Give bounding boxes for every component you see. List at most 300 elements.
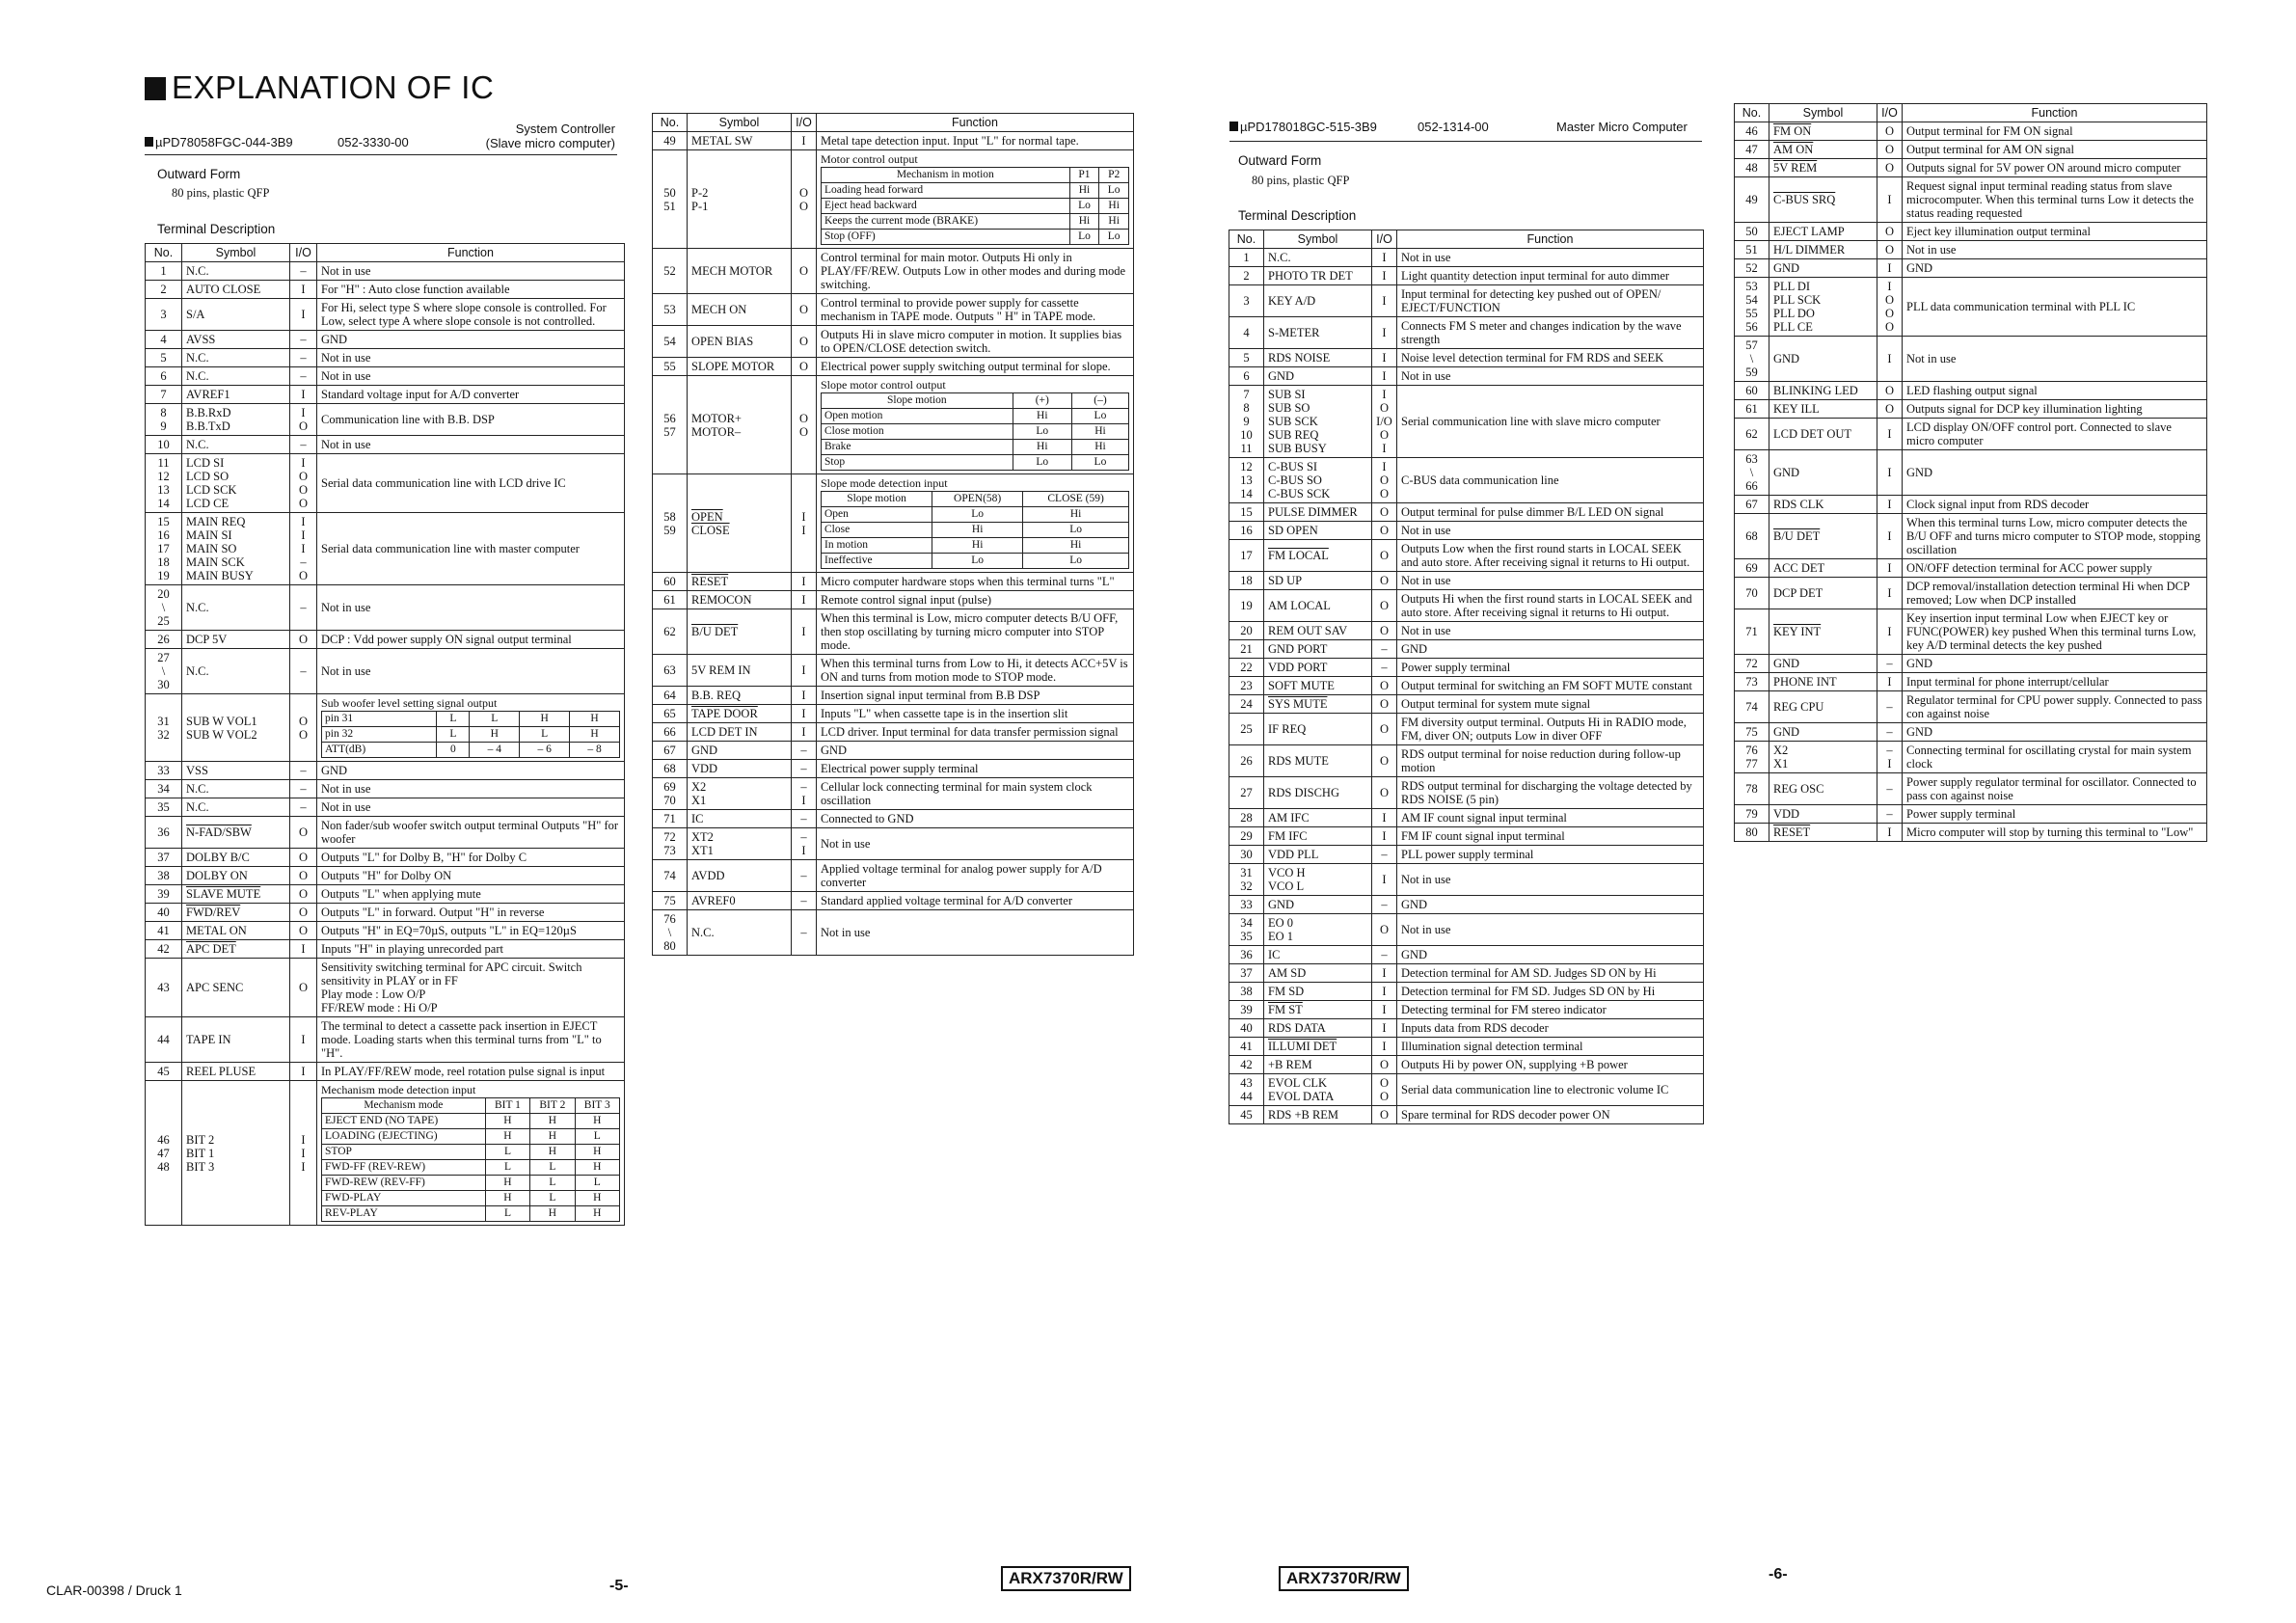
motor-subtable	[821, 167, 1129, 245]
pin-number: 72 73	[653, 828, 688, 860]
pin-io: – I	[792, 828, 817, 860]
pin-function: Not in use	[1397, 522, 1704, 540]
table-row	[1735, 382, 2207, 400]
pin-number: 39	[1229, 1001, 1264, 1019]
pin-symbol: N.C.	[182, 649, 290, 694]
subtable-cell: L	[530, 1191, 575, 1206]
table-row	[653, 742, 1134, 760]
subtable-cell: ATT(dB)	[322, 743, 437, 758]
pin-function: Outputs "L" when applying mute	[317, 885, 625, 904]
subtable-row	[322, 1191, 620, 1206]
table-row	[1229, 540, 1704, 572]
pin-function: Outputs Hi in slave micro computer in motion. It supplies bias to OPEN/CLOSE detection switch.	[817, 326, 1134, 358]
pin-io: –	[1372, 946, 1397, 964]
col-no: No.	[146, 244, 182, 262]
pin-io: –	[1877, 773, 1903, 805]
table-row	[1735, 673, 2207, 691]
pin-function: Serial data communication line with master computer	[317, 513, 625, 585]
pin-number: 61	[653, 591, 688, 609]
pin-function: When this terminal is Low, micro computer detects B/U OFF, then stop oscillating by turning micro computer into STOP mode.	[817, 609, 1134, 655]
subtable-cell: pin 31	[322, 712, 437, 727]
pin-number: 68	[653, 760, 688, 778]
pin-symbol: GND	[1264, 896, 1372, 914]
pin-function: Outputs Hi when the first round starts in LOCAL SEEK and auto store. After receiving signal it returns to Hi output.	[1397, 590, 1704, 622]
subtable-cell: Loading head forward	[822, 183, 1070, 199]
table-row	[1229, 809, 1704, 827]
table-row	[653, 326, 1134, 358]
pin-io: I	[1372, 285, 1397, 317]
pin-number: 73	[1735, 673, 1769, 691]
pin-number: 46	[1735, 122, 1769, 141]
table-row	[146, 849, 625, 867]
table-row	[146, 454, 625, 513]
pin-number: 34 35	[1229, 914, 1264, 946]
pin-number: 48	[1735, 159, 1769, 177]
table-row	[653, 249, 1134, 294]
pin-number: 3	[146, 299, 182, 331]
subtable-cell: H	[530, 1114, 575, 1129]
pin-io: O	[1372, 677, 1397, 695]
pin-symbol: 5V REM	[1769, 159, 1877, 177]
table-row	[1229, 622, 1704, 640]
table-row	[146, 631, 625, 649]
table-row	[1229, 827, 1704, 846]
table-row	[1229, 864, 1704, 896]
pin-symbol: AUTO CLOSE	[182, 281, 290, 299]
pin-function: Not in use	[317, 585, 625, 631]
pin-io: O	[1372, 714, 1397, 745]
subtable-cell: Hi	[1071, 440, 1128, 455]
subtable-row	[322, 1145, 620, 1160]
pin-function: Micro computer hardware stops when this terminal turns "L"	[817, 573, 1134, 591]
pin-function: PLL power supply terminal	[1397, 846, 1704, 864]
pin-symbol: RESET	[1769, 824, 1877, 842]
pin-function: Not in use	[1397, 367, 1704, 386]
subtable-head-cell: Mechanism in motion	[822, 168, 1070, 183]
pin-symbol: XT2 XT1	[688, 828, 792, 860]
pin-function: Output terminal for FM ON signal	[1903, 122, 2207, 141]
pin-function: Standard voltage input for A/D converter	[317, 386, 625, 404]
pin-number: 33	[146, 762, 182, 780]
pin-symbol: IF REQ	[1264, 714, 1372, 745]
table-row	[653, 609, 1134, 655]
pin-io: O	[1372, 745, 1397, 777]
subtable-cell: Stop (OFF)	[822, 230, 1070, 245]
table-row	[1735, 578, 2207, 609]
table-row	[1735, 400, 2207, 419]
pin-io: I	[1372, 827, 1397, 846]
pin-function: GND	[1397, 946, 1704, 964]
table-row	[1229, 1106, 1704, 1124]
pin-number: 31 32	[1229, 864, 1264, 896]
subtable-row	[322, 1160, 620, 1176]
subtable-cell: L	[520, 727, 570, 743]
pin-io: I	[1372, 349, 1397, 367]
pin-symbol: FM IFC	[1264, 827, 1372, 846]
pin-symbol: B.B. REQ	[688, 687, 792, 705]
pin-symbol: MAIN REQ MAIN SI MAIN SO MAIN SCK MAIN BUSY	[182, 513, 290, 585]
table-row	[1229, 572, 1704, 590]
pin-number: 18	[1229, 572, 1264, 590]
pin-symbol: GND	[688, 742, 792, 760]
pin-symbol: DOLBY ON	[182, 867, 290, 885]
subtable-cell: Hi	[1069, 183, 1099, 199]
table-row	[146, 349, 625, 367]
pin-function: DCP removal/installation detection terminal Hi when DCP removed; Low when DCP installed	[1903, 578, 2207, 609]
table-row	[1229, 695, 1704, 714]
table-row: 31 32 SUB W VOL1 SUB W VOL2 O O Sub woofer level setting signal output pin 31 L L H H pin 32 L H L H ATT(dB) 0 – 4 – 6 – 8	[146, 694, 625, 762]
right-ic-part: 052-1314-00	[1418, 120, 1489, 134]
table-row	[146, 1063, 625, 1081]
pin-function: Non fader/sub woofer switch output terminal Outputs "H" for woofer	[317, 817, 625, 849]
table-row	[1735, 609, 2207, 655]
subtable-row	[322, 1206, 620, 1222]
table-row	[1735, 559, 2207, 578]
pin-function: Power supply terminal	[1397, 659, 1704, 677]
pin-function: Connects FM S meter and changes indication by the wave strength	[1397, 317, 1704, 349]
pin-io: I O I/O O I	[1372, 386, 1397, 458]
pin-function: Applied voltage terminal for analog power supply for A/D converter	[817, 860, 1134, 892]
pin-function: Not in use	[317, 349, 625, 367]
pin-number: 38	[1229, 983, 1264, 1001]
subtable-head-cell: Slope motion	[822, 393, 1013, 409]
pin-number: 41	[1229, 1038, 1264, 1056]
pin-function: Not in use	[1903, 241, 2207, 259]
pin-symbol: N.C.	[182, 436, 290, 454]
pin-io: O	[1877, 159, 1903, 177]
subtable-header	[322, 1098, 620, 1114]
subtable-cell: Lo	[1013, 424, 1071, 440]
pin-number: 43	[146, 959, 182, 1017]
subtable-cell: – 4	[470, 743, 520, 758]
subtable-cell: H	[530, 1206, 575, 1222]
pin-io: O	[792, 294, 817, 326]
subtable-row	[322, 1129, 620, 1145]
table-row	[1735, 723, 2207, 742]
pin-io: I	[1877, 673, 1903, 691]
pin-function: AM IF count signal input terminal	[1397, 809, 1704, 827]
subtable-cell: L	[470, 712, 520, 727]
pin-number: 7 8 9 10 11	[1229, 386, 1264, 458]
pin-symbol: GND	[1264, 367, 1372, 386]
pin-number: 5	[1229, 349, 1264, 367]
subtable-cell: L	[575, 1129, 619, 1145]
table-row	[1229, 503, 1704, 522]
pin-function: Input terminal for detecting key pushed out of OPEN/ EJECT/FUNCTION	[1397, 285, 1704, 317]
subtable-cell: H	[485, 1129, 529, 1145]
table-row	[1229, 983, 1704, 1001]
pin-symbol: ACC DET	[1769, 559, 1877, 578]
table-row	[146, 885, 625, 904]
subtable-row	[822, 523, 1129, 538]
pin-symbol: IC	[1264, 946, 1372, 964]
pin-symbol: VDD	[1769, 805, 1877, 824]
pin-function: GND	[1903, 450, 2207, 496]
subtable-row	[822, 538, 1129, 554]
pin-symbol: N.C.	[182, 585, 290, 631]
pin-number: 69 70	[653, 778, 688, 810]
table-row	[1229, 367, 1704, 386]
pin-number: 25	[1229, 714, 1264, 745]
left-ic-part: 052-3330-00	[338, 135, 409, 149]
pin-number: 64	[653, 687, 688, 705]
pin-symbol: N.C.	[1264, 249, 1372, 267]
pin-symbol: FM ON	[1769, 122, 1877, 141]
pin-number: 35	[146, 798, 182, 817]
pin-io: I	[1877, 177, 1903, 223]
pin-symbol: C-BUS SRQ	[1769, 177, 1877, 223]
pin-function: In PLAY/FF/REW mode, reel rotation pulse signal is input	[317, 1063, 625, 1081]
pin-symbol: REEL PLUSE	[182, 1063, 290, 1081]
pin-symbol: REG CPU	[1769, 691, 1877, 723]
pin-function: Standard applied voltage terminal for A/D converter	[817, 892, 1134, 910]
pin-io: I	[290, 386, 317, 404]
pin-number: 7	[146, 386, 182, 404]
bullet-icon	[1229, 122, 1238, 131]
pin-function: Inputs "L" when cassette tape is in the insertion slit	[817, 705, 1134, 723]
pin-symbol: RDS NOISE	[1264, 349, 1372, 367]
pin-io: –	[290, 798, 317, 817]
pin-number: 22	[1229, 659, 1264, 677]
subtable-row	[322, 712, 620, 727]
left-ic-role: System Controller (Slave micro computer)	[485, 122, 615, 150]
pin-symbol: RDS MUTE	[1264, 745, 1372, 777]
table-row	[146, 299, 625, 331]
pin-number: 26	[1229, 745, 1264, 777]
pin-symbol: AM IFC	[1264, 809, 1372, 827]
subtable-cell: – 8	[570, 743, 620, 758]
pin-function: Not in use	[317, 649, 625, 694]
pin-number: 76 \ 80	[653, 910, 688, 956]
table-row	[653, 760, 1134, 778]
pin-io: –	[290, 367, 317, 386]
pin-io: –	[1877, 723, 1903, 742]
pin-number: 37	[1229, 964, 1264, 983]
pin-symbol: GND	[1769, 337, 1877, 382]
pin-number: 23	[1229, 677, 1264, 695]
pin-function: GND	[1397, 640, 1704, 659]
subtable-cell: H	[570, 727, 620, 743]
pin-function: ON/OFF detection terminal for ACC power supply	[1903, 559, 2207, 578]
subtable-cell: L	[530, 1176, 575, 1191]
table-row	[146, 940, 625, 959]
subtable-cell: L	[575, 1176, 619, 1191]
table-row	[1735, 337, 2207, 382]
subtable-cell: L	[437, 727, 470, 743]
pin-io: – I	[792, 778, 817, 810]
pin-function: Output terminal for AM ON signal	[1903, 141, 2207, 159]
subtable-cell: Lo	[1099, 183, 1129, 199]
pin-io: I	[792, 723, 817, 742]
table-row	[653, 778, 1134, 810]
pin-io: O	[290, 849, 317, 867]
subtable-cell: L	[485, 1206, 529, 1222]
pin-symbol: FM ST	[1264, 1001, 1372, 1019]
pin-symbol: AM LOCAL	[1264, 590, 1372, 622]
subtable-cell: H	[530, 1145, 575, 1160]
pin-io: I	[792, 591, 817, 609]
table-row	[1735, 122, 2207, 141]
pin-number: 29	[1229, 827, 1264, 846]
pin-function: Detection terminal for AM SD. Judges SD ON by Hi	[1397, 964, 1704, 983]
pin-io: O	[1372, 914, 1397, 946]
pin-symbol: REG OSC	[1769, 773, 1877, 805]
pin-number: 34	[146, 780, 182, 798]
pin-function: FM IF count signal input terminal	[1397, 827, 1704, 846]
subtable-cell: L	[485, 1145, 529, 1160]
left-pin-table	[145, 243, 625, 1226]
pin-symbol: VSS	[182, 762, 290, 780]
table-row	[1229, 1001, 1704, 1019]
pin-function: GND	[1903, 259, 2207, 278]
pin-symbol: GND PORT	[1264, 640, 1372, 659]
table-row	[1229, 946, 1704, 964]
pin-function: Sensitivity switching terminal for APC circuit. Switch sensitivity in PLAY or in FF Play mode : Low O/P FF/REW mode : Hi O/P	[317, 959, 625, 1017]
pin-function: Not in use	[1397, 864, 1704, 896]
pin-io: –	[290, 585, 317, 631]
pin-symbol: DCP DET	[1769, 578, 1877, 609]
pin-io: I	[1877, 578, 1903, 609]
pin-number: 40	[146, 904, 182, 922]
subtable-cell: 0	[437, 743, 470, 758]
pin-io: O	[1877, 241, 1903, 259]
subtable-cell: L	[437, 712, 470, 727]
pin-symbol: AM SD	[1264, 964, 1372, 983]
pin-io: –	[792, 860, 817, 892]
pin-io: I	[1877, 419, 1903, 450]
pin-function: LCD driver. Input terminal for data transfer permission signal	[817, 723, 1134, 742]
table-row	[653, 892, 1134, 910]
table-row	[1229, 659, 1704, 677]
pin-io: I	[1372, 1001, 1397, 1019]
pin-symbol: S-METER	[1264, 317, 1372, 349]
table-row	[146, 386, 625, 404]
subtable-header	[822, 492, 1129, 507]
table-row	[1229, 1019, 1704, 1038]
subtable-cell: Hi	[932, 523, 1023, 538]
pin-symbol: B.B.RxD B.B.TxD	[182, 404, 290, 436]
pin-symbol: SD UP	[1264, 572, 1372, 590]
table-row	[146, 1017, 625, 1063]
pin-io: –	[792, 892, 817, 910]
pin-function: Not in use	[1903, 337, 2207, 382]
pin-number: 44	[146, 1017, 182, 1063]
pin-symbol: PHONE INT	[1769, 673, 1877, 691]
subwoofer-subtable	[321, 711, 620, 758]
subtable-cell: STOP	[322, 1145, 486, 1160]
table-row	[653, 655, 1134, 687]
pin-symbol: FM SD	[1264, 983, 1372, 1001]
pin-io: I O O	[1372, 458, 1397, 503]
table-row	[1229, 458, 1704, 503]
pin-io: –	[1877, 655, 1903, 673]
pin-symbol: +B REM	[1264, 1056, 1372, 1074]
pin-io: O	[1877, 223, 1903, 241]
pin-io: O	[290, 885, 317, 904]
pin-io: O	[290, 922, 317, 940]
pin-number: 42	[146, 940, 182, 959]
pin-function: Not in use	[1397, 914, 1704, 946]
pin-number: 70	[1735, 578, 1769, 609]
subtable-cell: L	[530, 1160, 575, 1176]
pin-io: I	[1372, 809, 1397, 827]
pin-io: I	[1372, 864, 1397, 896]
pin-function: Serial data communication line with LCD drive IC	[317, 454, 625, 513]
pin-number: 20	[1229, 622, 1264, 640]
model-label-left: ARX7370R/RW	[1001, 1566, 1131, 1591]
pin-function: Power supply regulator terminal for oscillator. Connected to pass con against noise	[1903, 773, 2207, 805]
table-row	[1735, 278, 2207, 337]
pin-function: Regulator terminal for CPU power supply. Connected to pass con against noise	[1903, 691, 2207, 723]
pin-symbol: APC DET	[182, 940, 290, 959]
table-row	[653, 358, 1134, 376]
subtable-head-cell: P2	[1099, 168, 1129, 183]
pin-symbol: KEY INT	[1769, 609, 1877, 655]
subtable-cell: Lo	[932, 507, 1023, 523]
pin-io: I	[290, 299, 317, 331]
pin-function: Communication line with B.B. DSP	[317, 404, 625, 436]
pin-function: Remote control signal input (pulse)	[817, 591, 1134, 609]
slope-detection-subtable	[821, 491, 1129, 569]
subtable-cell: H	[575, 1114, 619, 1129]
pin-io: O	[1877, 122, 1903, 141]
col-function: Function	[317, 244, 625, 262]
pin-symbol: 5V REM IN	[688, 655, 792, 687]
pin-io: I	[1372, 367, 1397, 386]
pin-number: 79	[1735, 805, 1769, 824]
pin-number: 10	[146, 436, 182, 454]
table-row	[653, 591, 1134, 609]
pin-symbol: X2 X1	[688, 778, 792, 810]
pin-io: O	[792, 326, 817, 358]
pin-io: O	[1877, 400, 1903, 419]
subtable-cell: Hi	[1099, 214, 1129, 230]
subtable-row	[822, 409, 1129, 424]
pin-symbol: SOFT MUTE	[1264, 677, 1372, 695]
pin-symbol-line: CLOSE	[691, 523, 730, 537]
subtable-cell: Hi	[1069, 214, 1099, 230]
table-row	[1735, 773, 2207, 805]
subtable-cell: H	[485, 1191, 529, 1206]
table-row	[1229, 386, 1704, 458]
pin-io: –	[1372, 659, 1397, 677]
pin-number: 27 \ 30	[146, 649, 182, 694]
pin-number: 63 \ 66	[1735, 450, 1769, 496]
pin-symbol: RDS DATA	[1264, 1019, 1372, 1038]
pin-number: 37	[146, 849, 182, 867]
table-header: No. Symbol I/O Function	[653, 114, 1134, 132]
table-row	[1229, 285, 1704, 317]
pin-function: GND	[317, 331, 625, 349]
table-row	[653, 687, 1134, 705]
pin-io: I	[792, 655, 817, 687]
subtable-cell: H	[575, 1206, 619, 1222]
subtable-cell: EJECT END (NO TAPE)	[322, 1114, 486, 1129]
subtable-cell: H	[520, 712, 570, 727]
subtable-cell: H	[470, 727, 520, 743]
left-outward-value: 80 pins, plastic QFP	[172, 186, 270, 200]
pin-symbol: EO 0 EO 1	[1264, 914, 1372, 946]
pin-number: 71	[1735, 609, 1769, 655]
pin-symbol: KEY ILL	[1769, 400, 1877, 419]
pin-io: –	[1372, 640, 1397, 659]
pin-function: RDS output terminal for noise reduction during follow-up motion	[1397, 745, 1704, 777]
pin-symbol: VDD PORT	[1264, 659, 1372, 677]
pin-symbol: VDD PLL	[1264, 846, 1372, 864]
col-io: I/O	[290, 244, 317, 262]
pin-number: 42	[1229, 1056, 1264, 1074]
table-row	[146, 798, 625, 817]
